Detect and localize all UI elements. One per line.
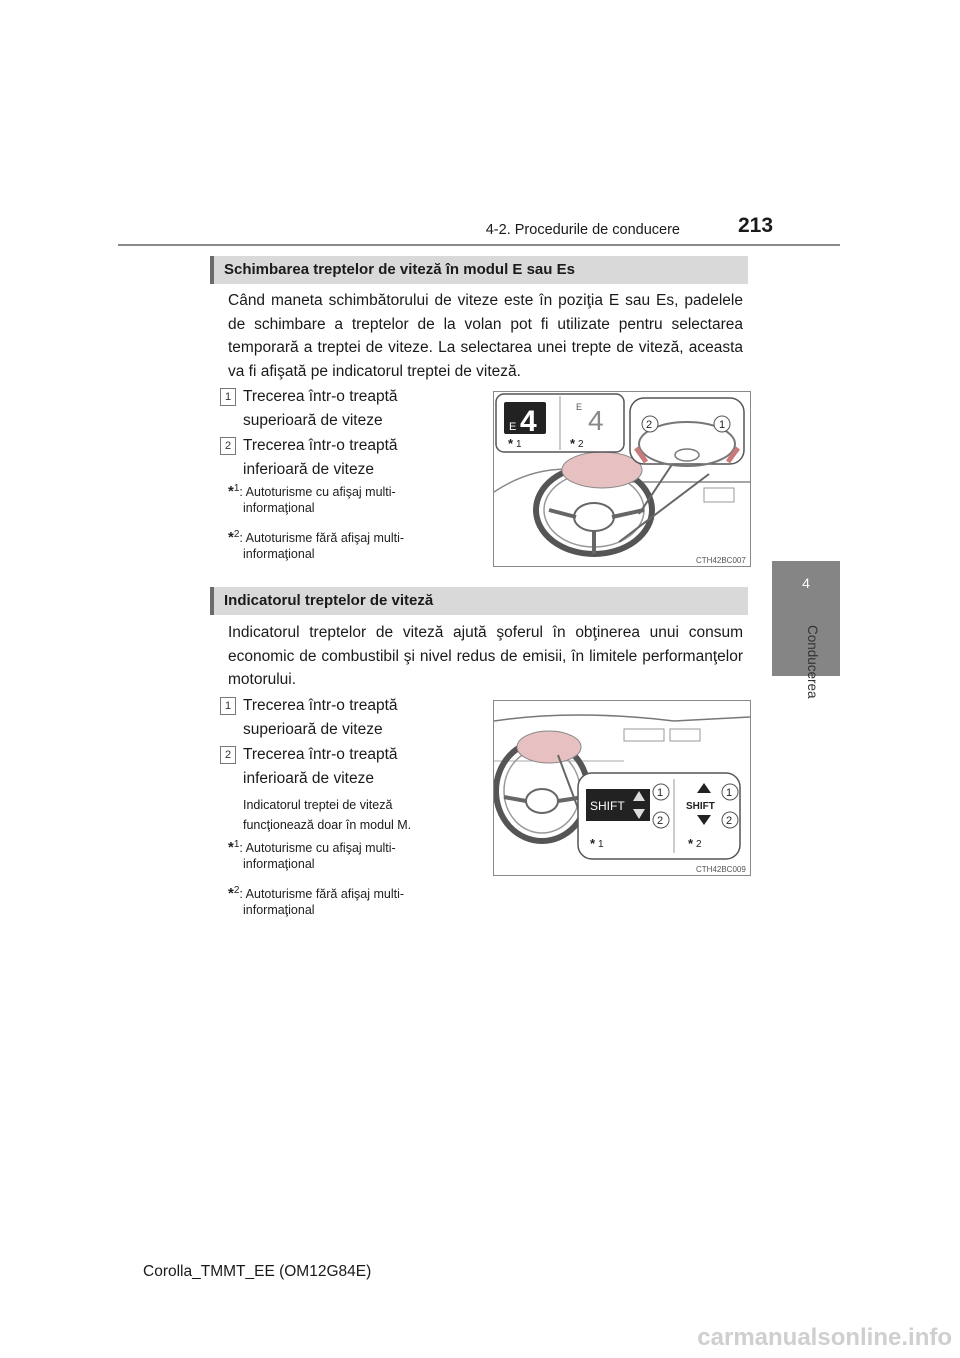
footnote [228,883,404,918]
footnote-star: * [228,885,234,903]
chapter-tab-label: Conducerea [805,625,820,699]
callout-number: 2 [657,815,664,827]
item-line: Trecerea într-o treaptă [243,697,398,714]
document-footer: Corolla_TMMT_EE (OM12G84E) [143,1263,372,1280]
variant-star: * [570,436,576,451]
item-line: Trecerea într-o treaptă [243,388,398,405]
footnote-text: informaţional [243,903,315,918]
footnote-star: * [228,529,234,547]
chapter-tab-number: 4 [802,575,810,591]
item-number-badge: 2 [220,746,236,764]
footnote-text: : Autoturisme cu afişaj multi- [239,841,396,856]
mode-note [243,795,411,835]
display-mode-e: E [509,421,517,433]
section1-paragraph: Când maneta schimbătorului de viteze este în poziţia E sau Es, padelele de schimbare a treptelor de la volan pot fi utilizate pentru selectarea temporară a treptei de viteze. La selectarea unei trepte de viteză, aceasta va fi afişată pe indicatorul treptei de viteză. [228,292,743,380]
list-item [243,385,398,432]
footnote-sup: 1 [233,483,240,494]
footnote-text: : Autoturisme fără afişaj multi- [239,887,405,902]
footnote [228,527,404,562]
gear-digit-display: 4 [520,405,537,438]
footnote [228,837,396,872]
section-heading-gear-indicator: Indicatorul treptelor de viteză [210,587,748,615]
footnote-sup: 2 [233,529,240,540]
variant-star: * [508,436,514,451]
variant-star: * [688,836,694,851]
mode-note-line: funcţionează doar în modul M. [243,818,412,832]
variant-number: 2 [696,839,702,850]
list-item [243,743,398,790]
footnote-star: * [228,483,234,501]
footnote-text: : Autoturisme cu afişaj multi- [239,485,396,500]
footnote-star: * [228,839,234,857]
steering-paddle-figure [493,391,751,567]
variant-number: 2 [578,439,584,450]
list-item [243,694,398,741]
header-rule [118,244,840,246]
section-heading-e-mode: Schimbarea treptelor de viteză în modul E sau Es [210,256,748,284]
callout-number: 1 [719,419,726,431]
callout-number: 1 [726,787,733,799]
steering-paddle-illustration [494,392,750,566]
gear-digit-display: 4 [588,405,604,436]
running-header-section: 4-2. Procedurile de conducere [485,222,680,238]
footnote [228,481,396,516]
variant-star: * [590,836,596,851]
mode-note-line: Indicatorul treptei de viteză [243,798,393,812]
shift-indicator-text: SHIFT [686,801,715,812]
callout-number: 2 [726,815,733,827]
callout-number: 2 [646,419,653,431]
item-line: superioară de viteze [243,411,383,429]
watermark: carmanualsonline.info [697,1324,952,1351]
footnote-text: informaţional [243,547,315,562]
page-number: 213 [738,214,774,237]
footnote-text: : Autoturisme fără afişaj multi- [239,531,405,546]
item-line: Trecerea într-o treaptă [243,746,398,763]
callout-number: 1 [657,787,664,799]
footnote-text: informaţional [243,857,315,872]
shift-indicator-text: SHIFT [590,799,625,813]
item-number-badge: 1 [220,388,236,406]
item-line: Trecerea într-o treaptă [243,437,398,454]
item-line: inferioară de viteze [243,460,374,478]
item-number-badge: 1 [220,697,236,715]
display-mode-e: E [576,402,583,412]
item-line: superioară de viteze [243,720,383,738]
item-line: inferioară de viteze [243,769,374,787]
figure-code: CTH42BC009 [696,865,746,874]
shift-indicator-illustration [494,701,750,875]
variant-number: 1 [516,439,522,450]
footnote-text: informaţional [243,501,315,516]
figure-code: CTH42BC007 [696,556,746,565]
footnote-sup: 1 [233,839,240,850]
item-number-badge: 2 [220,437,236,455]
list-item [243,434,398,481]
variant-number: 1 [598,839,604,850]
shift-indicator-figure [493,700,751,876]
section2-paragraph: Indicatorul treptelor de viteză ajută şoferul în obţinerea unui consum economic de combustibil şi nivel redus de emisii, în limitele performanţelor motorului. [228,624,743,688]
footnote-sup: 2 [233,885,240,896]
